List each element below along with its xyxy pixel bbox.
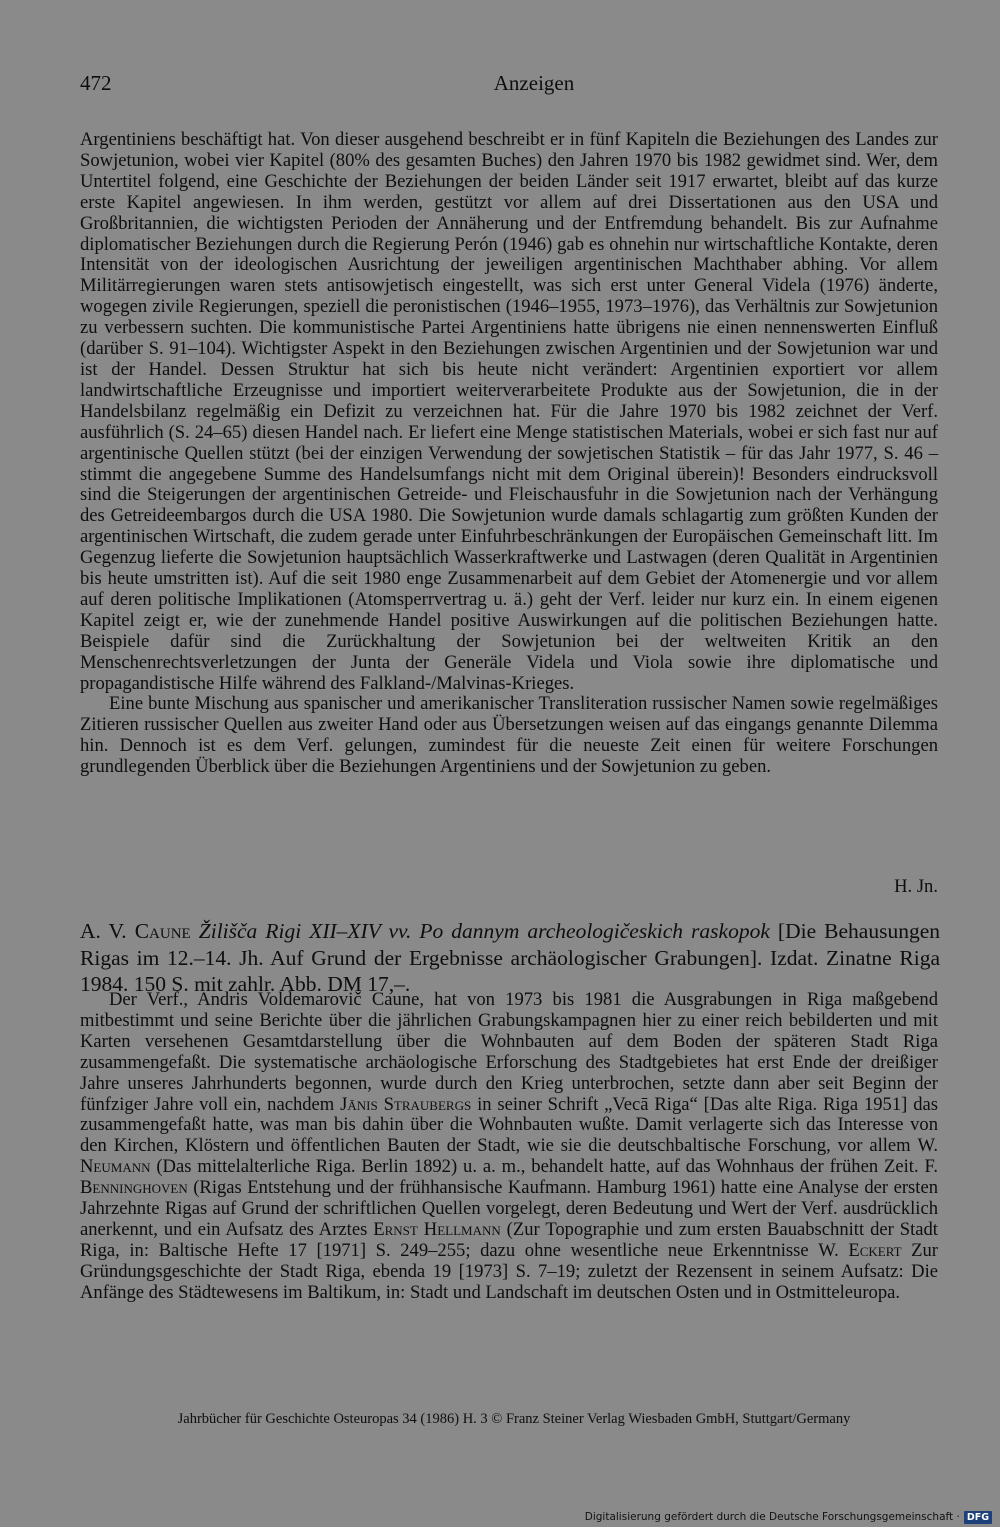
entry-details: [Die Behausungen Rigas im 12.–14. Jh. Auf Grund der Ergebnisse archäologischer Grabungen]. Izdat. Zinatne Riga 1984. 150 S. mit zahlr. Abb. DM 17,–. (80, 919, 941, 996)
entry-author: A. V. Caune (80, 919, 191, 943)
cited-author: F. Benninghoven (80, 1156, 938, 1199)
cited-author: Ernst Hellmann (373, 1218, 501, 1240)
review-text: Zur Gründungsgeschichte der Stadt Riga, ebenda 19 [1973] S. 7–19; zuletzt der Rezensent in seinem Aufsatz: Die Anfänge des Städtewesens im Baltikum, in: Stadt und Landschaft im deutschen Osten und in Ostmitteleuropa. (80, 1239, 938, 1303)
review-text: Der Verf., Andris Voldemarovič Caune, hat von 1973 bis 1981 die Ausgrabungen in Riga maßgebend mitbestimmt und seine Berichte über die jährlichen Grabungskampagnen hier zu einer reich bebilderten und mit Karten versehenen Gesamtdarstellung über die Wohnbauten auf dem Boden der späteren Stadt Riga zusammengefaßt. Die systematische archäologische Erforschung des Stadtgebietes hat erst Ende der dreißiger Jahre unseres Jahrhunderts begonnen, wurde durch den Krieg unterbrochen, setzte dann aber seit Beginn der fünfziger Jahre voll ein, nachdem (80, 989, 938, 1115)
digitization-credit (585, 1510, 992, 1524)
entry-title: Žilišča Rigi XII–XIV vv. Po dannym archeologičeskich raskopok (198, 919, 770, 943)
review-text: (Rigas Entstehung und der frühhansische Kaufmann. Hamburg 1961) hatte eine Analyse der ersten Jahrzehnte Rigas auf Grund der schriftlichen Quellen vorgelegt, deren Bedeutung und Wert der Verf. ausdrücklich anerkennt, und ein Aufsatz des Arztes (80, 1177, 938, 1240)
page-number: 472 (80, 71, 112, 95)
dfg-logo-icon: DFG (964, 1511, 992, 1524)
running-head: Anzeigen (493, 71, 575, 95)
cited-author: Jānis Straubergs (340, 1093, 472, 1115)
digitization-text: Digitalisierung gefördert durch die Deutsche Forschungsgemeinschaft · (584, 1511, 960, 1523)
cited-author: W. Eckert (818, 1239, 902, 1261)
cited-author: W. Neumann (80, 1135, 938, 1178)
bibliographic-entry (80, 918, 940, 998)
reviewer-signature: H. Jn. (894, 876, 938, 897)
review-paragraph (80, 990, 938, 1304)
review-body (80, 990, 938, 1304)
review-paragraph: Argentiniens beschäftigt hat. Von dieser ausgehend beschreibt er in fünf Kapiteln die Beziehungen des Landes zur Sowjetunion, wobei vier Kapitel (80% des gesamten Buches) den Jahren 1970 bis 1982 gewidmet sind. Wer, dem Untertitel folgend, eine Geschichte der Beziehungen der beiden Länder seit 1917 erwartet, bleibt auf das kurze erste Kapitel angewiesen. In ihm werden, gestützt vor allem auf drei Dissertationen aus den USA und Großbritannien, die wichtigsten Perioden der Annäherung und der Entfremdung behandelt. Bis zur Aufnahme diplomatischer Beziehungen durch die Regierung Perón (1946) gab es ohnehin nur wirtschaftliche Kontakte, deren Intensität von der ideologischen Ausrichtung der jeweiligen argentinischen Machthaber abhing. Vor allem Militärregierungen waren stets antisowjetisch eingestellt, was sich erst unter General Videla (1976) änderte, wogegen zivile Regierungen, speziell die peronistischen (1946–1955, 1973–1976), das Verhältnis zur Sowjetunion zu verbessern suchten. Die kommunistische Partei Argentiniens hatte übrigens nie einen nennenswerten Einfluß (darüber S. 91–104). Wichtigster Aspekt in den Beziehungen zwischen Argentinien und der Sowjetunion war und ist der Handel. Dessen Struktur hat sich bis heute nicht verändert: Argentinien exportiert vor allem landwirtschaftliche Erzeugnisse und importiert weiterverarbeitete Produkte aus der Sowjetunion, die in der Handelsbilanz regelmäßig ein Defizit zu verzeichnen hat. Für die Jahre 1970 bis 1982 zeichnet der Verf. ausführlich (S. 24–65) diesen Handel nach. Er liefert eine Menge statistischen Materials, wobei er sich fast nur auf argentinische Quellen stützt (bei der einzigen Verwendung der sowjetischen Statistik – für das Jahr 1977, S. 46 – stimmt die angegebene Summe des Handelsumfangs nicht mit dem Original überein)! Besonders eindrucksvoll sind die Steigerungen der argentinischen Getreide- und Fleischausfuhr in die Sowjetunion nach der Verhängung des Getreideembargos durch die USA 1980. Die Sowjetunion wurde damals schlagartig zum größten Kunden der argentinischen Wirtschaft, die zudem gerade unter Einfuhrbeschränkungen der Europäischen Gemeinschaft litt. Im Gegenzug lieferte die Sowjetunion hauptsächlich Wasserkraftwerke und Lastwagen (deren Qualität in Argentinien bis heute umstritten ist). Auf die seit 1980 enge Zusammenarbeit auf dem Gebiet der Atomenergie und vor allem auf deren politische Implikationen (Atomsperrvertrag u. ä.) geht der Verf. leider nur kurz ein. In einem eigenen Kapitel zeigt er, wie der zunehmende Handel positive Auswirkungen auf die politischen Beziehungen hatte. Beispiele dafür sind die Zurückhaltung der Sowjetunion bei der weltweiten Kritik an den Menschenrechtsverletzungen der Junta der Generäle Videla und Viola sowie ihre diplomatische und propagandistische Hilfe während des Falkland-/Malvinas-Krieges. (80, 129, 938, 694)
journal-footer: Jahrbücher für Geschichte Osteuropas 34 (1986) H. 3 © Franz Steiner Verlag Wiesbaden GmbH, Stuttgart/Germany (177, 1411, 851, 1427)
review-text: in seiner Schrift „Vecā Riga“ [Das alte Riga. Riga 1951] das zusammengefaßt hatte, was man bis dahin über die Wohnbauten wußte. Damit verlagerte sich das Interesse von den Kirchen, Klöstern und öffentlichen Bauten der Stadt, wie sie die deutschbaltische Forschung, vor allem (80, 1093, 938, 1157)
review-continuation (80, 130, 938, 778)
review-text: (Das mittelalterliche Riga. Berlin 1892) u. a. m., behandelt hatte, auf das Wohnhaus der frühen Zeit. (150, 1156, 925, 1178)
review-text: (Zur Topographie und zum ersten Bauabschnitt der Stadt Riga, in: Baltische Hefte 17 [1971] S. 249–255; dazu ohne wesentliche neue Erkenntnisse (80, 1218, 938, 1261)
page-header (80, 68, 940, 98)
review-paragraph: Eine bunte Mischung aus spanischer und amerikanischer Transliteration russischer Namen sowie regelmäßiges Zitieren russischer Quellen aus zweiter Hand oder aus Übersetzungen weisen auf das eingangs genannte Dilemma hin. Dennoch ist es dem Verf. gelungen, zumindest für die neueste Zeit einen für weitere Forschungen grundlegenden Überblick über die Beziehungen Argentiniens und der Sowjetunion zu geben. (80, 693, 938, 778)
